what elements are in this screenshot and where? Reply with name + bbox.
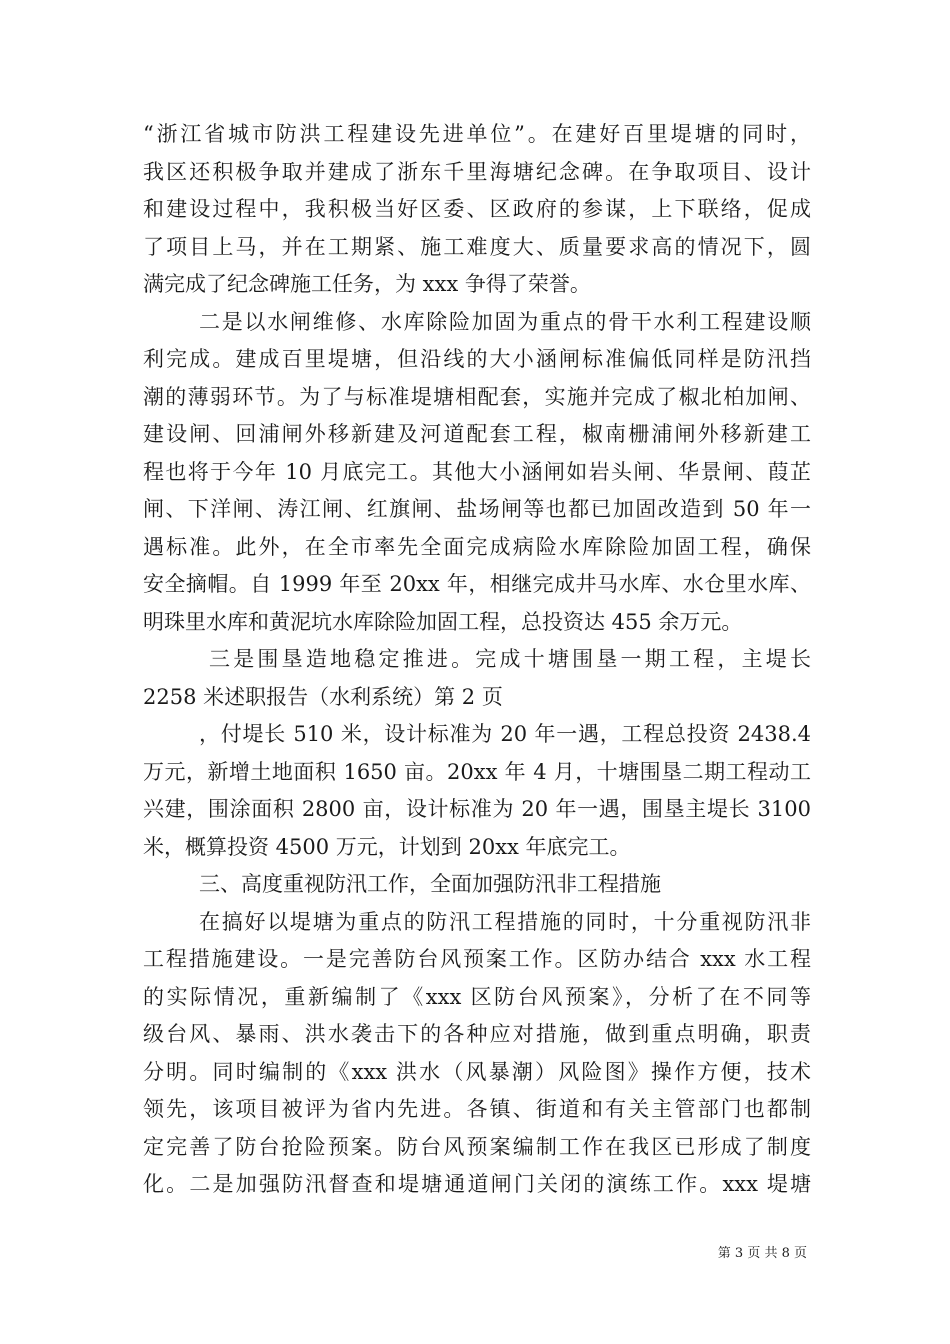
- text-line: 了项目上马，并在工期紧、施工难度大、质量要求高的情况下，圆: [143, 234, 811, 259]
- text-line: “浙江省城市防洪工程建设先进单位”。在建好百里堤塘的同时，: [143, 122, 811, 146]
- text-line: 程也将于今年 10 月底完工。其他大小涵闸如岩头闸、华景闸、葭芷: [143, 459, 811, 484]
- page-number: 第 3 页 共 8 页: [717, 1246, 807, 1261]
- text-line: 化。二是加强防汛督查和堤塘通道闸门关闭的演练工作。xxx 堤塘: [143, 1172, 811, 1196]
- text-line: 万元，新增土地面积 1650 亩。20xx 年 4 月，十塘围垦二期工程动工: [143, 759, 811, 784]
- text-line: 明珠里水库和黄泥坑水库除险加固工程，总投资达 455 余万元。: [143, 609, 743, 634]
- text-line: ，付堤长 510 米，设计标准为 20 年一遇，工程总投资 2438.4: [199, 722, 811, 746]
- text-line: 利完成。建成百里堤塘，但沿线的大小涵闸标准偏低同样是防汛挡: [143, 347, 811, 371]
- page-footer: [0, 1244, 950, 1264]
- text-line: 级台风、暴雨、洪水袭击下的各种应对措施，做到重点明确，职责: [143, 1022, 811, 1046]
- text-line: 建设闸、回浦闸外移新建及河道配套工程，椒南栅浦闸外移新建工: [143, 422, 811, 446]
- text-line: 遇标准。此外，在全市率先全面完成病险水库除险加固工程，确保: [143, 534, 811, 559]
- text-line: 领先，该项目被评为省内先进。各镇、街道和有关主管部门也都制: [143, 1097, 811, 1121]
- text-line: 二是以水闸维修、水库除险加固为重点的骨干水利工程建设顺: [199, 309, 811, 334]
- text-line: 分明。同时编制的《xxx 洪水（风暴潮）风险图》操作方便，技术: [143, 1059, 811, 1084]
- text-line: 工程措施建设。一是完善防台风预案工作。区防办结合 xxx 水工程: [143, 947, 811, 971]
- text-line: 2258 米述职报告（水利系统）第 2 页: [143, 684, 503, 709]
- text-line: 的实际情况，重新编制了《xxx 区防台风预案》，分析了在不同等: [143, 984, 811, 1009]
- section-heading: 三、高度重视防汛工作，全面加强防汛非工程措施: [199, 872, 661, 896]
- text-line: 定完善了防台抢险预案。防台风预案编制工作在我区已形成了制度: [143, 1134, 811, 1159]
- text-line: 安全摘帽。自 1999 年至 20xx 年，相继完成井马水库、水仓里水库、: [143, 572, 811, 596]
- text-line: 米，概算投资 4500 万元，计划到 20xx 年底完工。: [143, 834, 631, 859]
- text-line: 三是围垦造地稳定推进。完成十塘围垦一期工程，主堤长: [209, 647, 811, 671]
- text-line: 和建设过程中，我积极当好区委、区政府的参谋，上下联络，促成: [143, 197, 811, 221]
- text-line: 兴建，围涂面积 2800 亩，设计标准为 20 年一遇，围垦主堤长 3100: [143, 797, 811, 821]
- text-line: 我区还积极争取并建成了浙东千里海塘纪念碑。在争取项目、设计: [143, 159, 811, 184]
- text-line: 满完成了纪念碑施工任务，为 xxx 争得了荣誉。: [143, 272, 591, 296]
- text-line: 潮的薄弱环节。为了与标准堤塘相配套，实施并完成了椒北柏加闸、: [143, 384, 811, 409]
- document-body: [143, 116, 811, 1204]
- text-line: 在搞好以堤塘为重点的防汛工程措施的同时，十分重视防汛非: [199, 909, 811, 934]
- text-line: 闸、下洋闸、涛江闸、红旗闸、盐场闸等也都已加固改造到 50 年一: [143, 497, 811, 521]
